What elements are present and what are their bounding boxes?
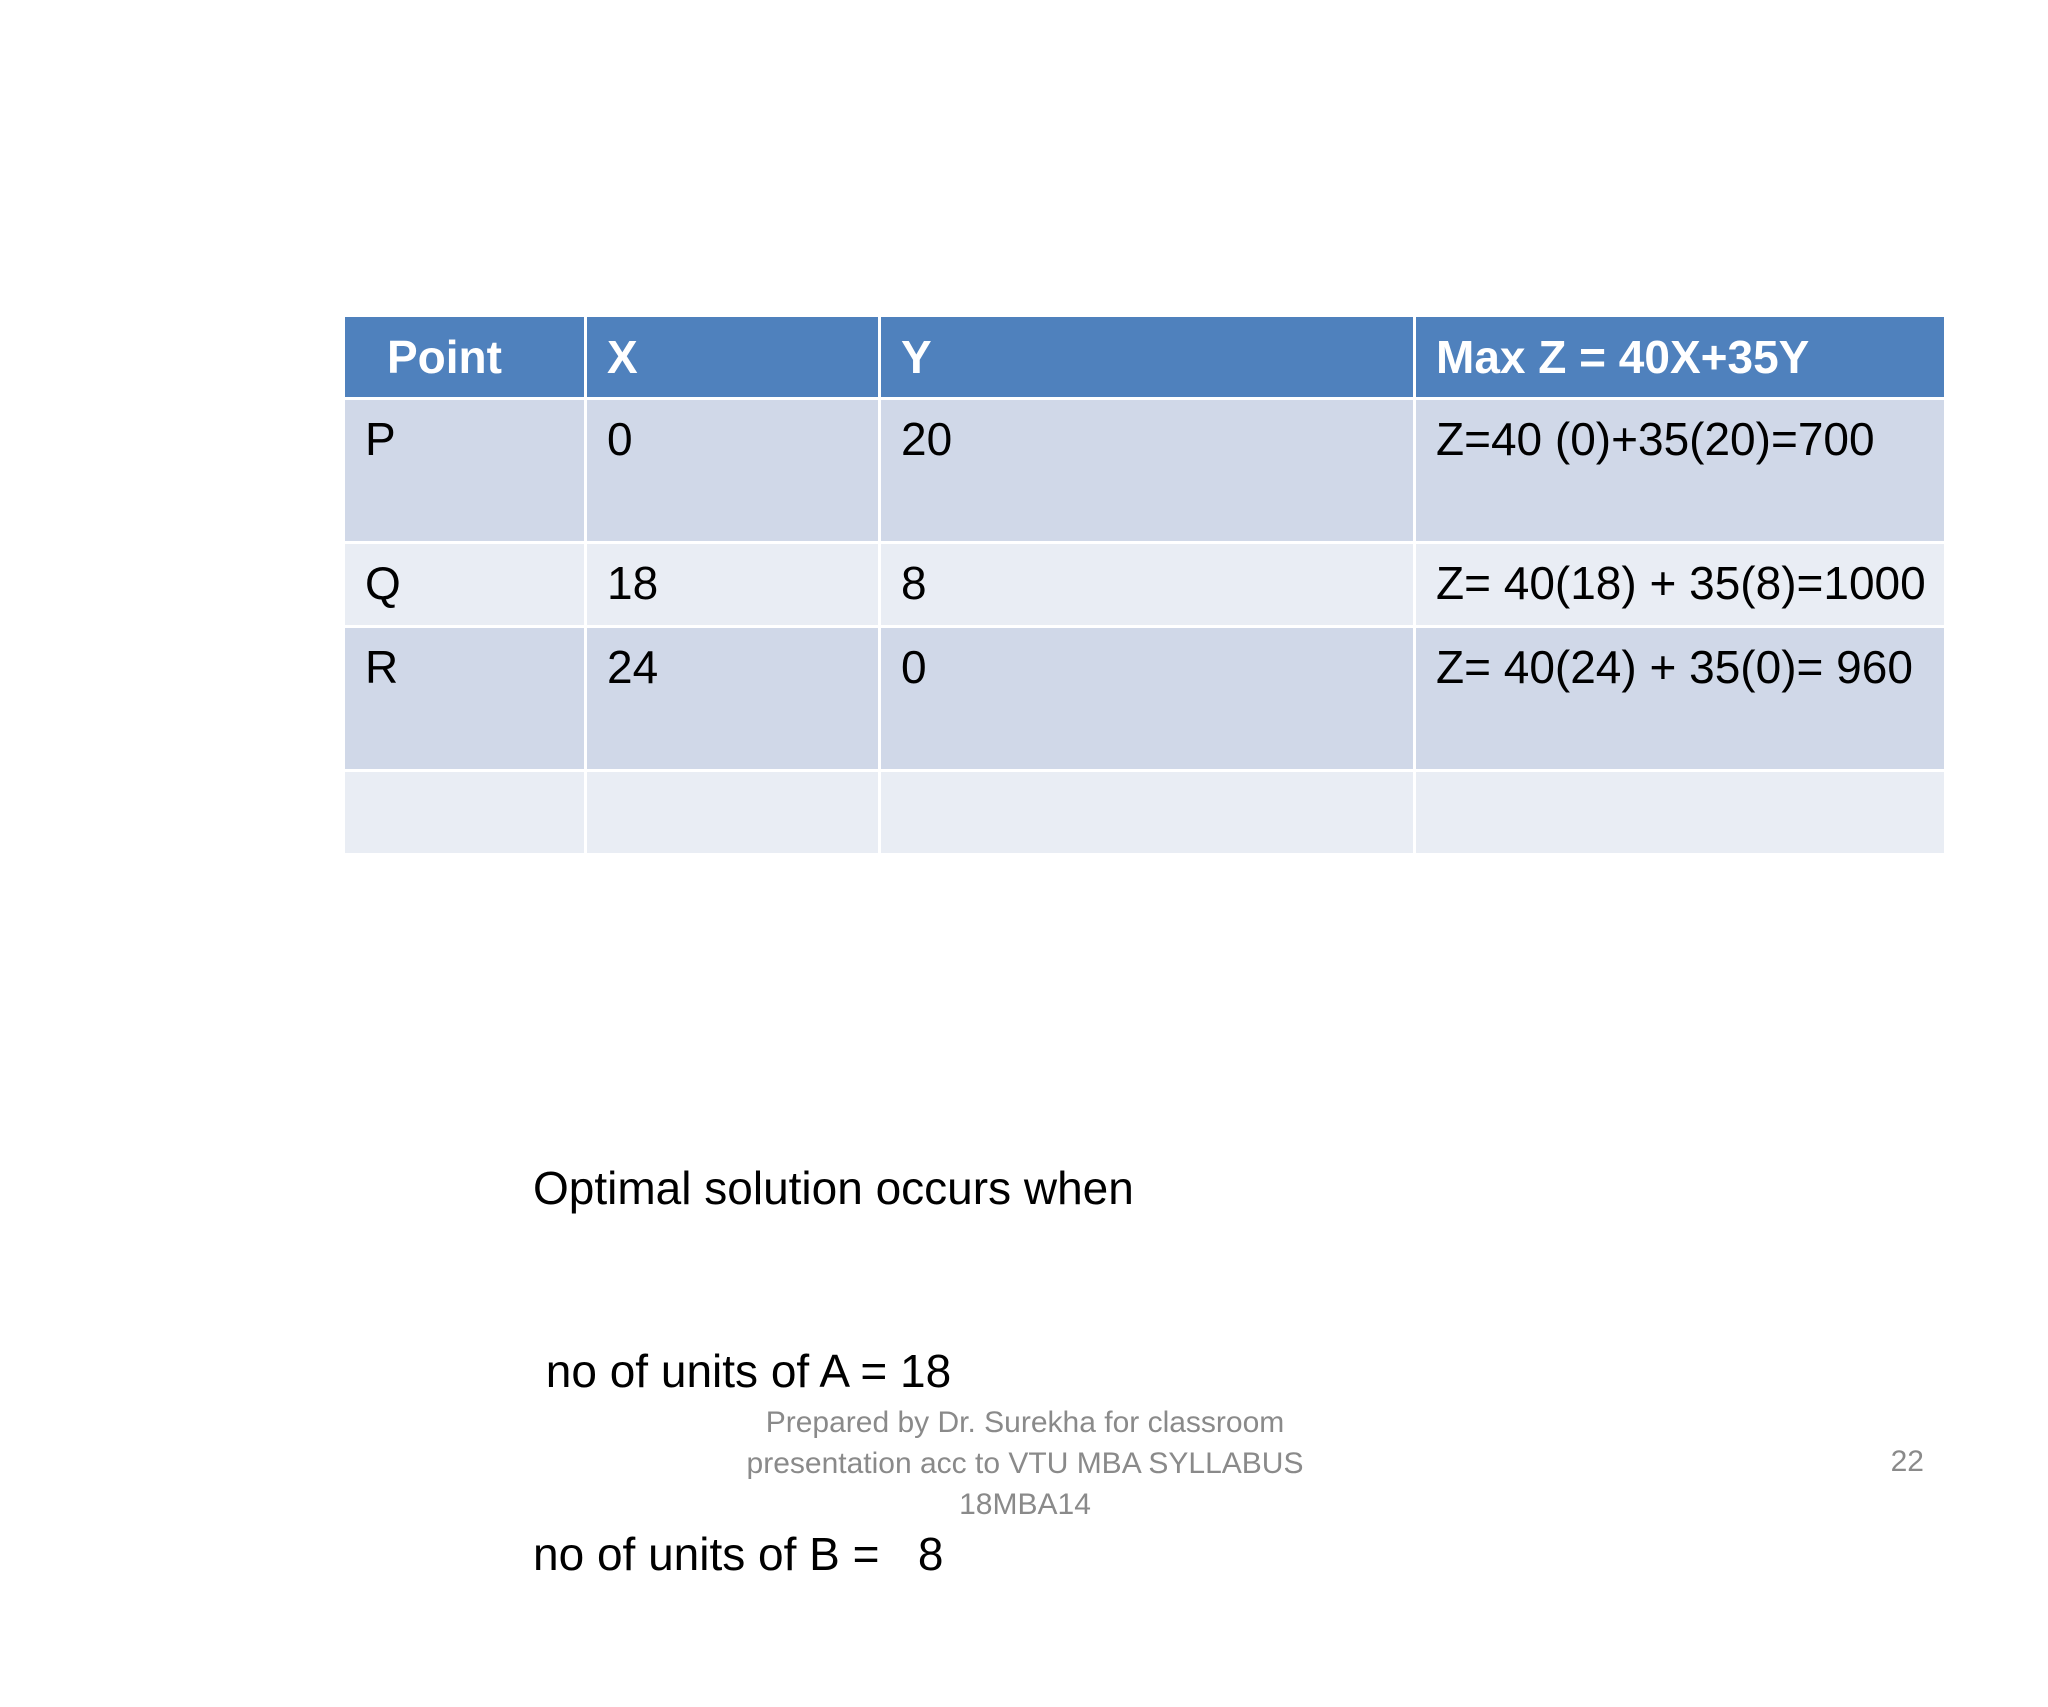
optimal-solution-text — [533, 1036, 1134, 1707]
cell-x: 0 — [586, 399, 880, 543]
slide-number: 22 — [1890, 1445, 1924, 1478]
conclusion-line: no of units of A = 18 — [533, 1345, 952, 1397]
conclusion-line: Optimal solution occurs when — [533, 1162, 1134, 1214]
cell-y: 8 — [880, 543, 1415, 627]
header-x: X — [586, 316, 880, 399]
table-row — [344, 627, 1946, 771]
cell-x — [586, 771, 880, 855]
cell-point: Q — [344, 543, 586, 627]
cell-point — [344, 771, 586, 855]
table-row-empty — [344, 771, 1946, 855]
header-objective: Max Z = 40X+35Y — [1415, 316, 1946, 399]
cell-z: Z=40 (0)+35(20)=700 — [1415, 399, 1946, 543]
cell-z: Z= 40(24) + 35(0)= 960 — [1415, 627, 1946, 771]
cell-x: 24 — [586, 627, 880, 771]
header-y: Y — [880, 316, 1415, 399]
table-row — [344, 399, 1946, 543]
cell-y: 20 — [880, 399, 1415, 543]
table-header-row — [344, 316, 1946, 399]
cell-point: R — [344, 627, 586, 771]
table-row — [344, 543, 1946, 627]
footer-line: presentation acc to VTU MBA SYLLABUS — [746, 1447, 1304, 1480]
slide-footer — [700, 1402, 1350, 1525]
cell-point: P — [344, 399, 586, 543]
corner-point-table — [342, 314, 1947, 856]
header-point: Point — [344, 316, 586, 399]
cell-z — [1415, 771, 1946, 855]
cell-y: 0 — [880, 627, 1415, 771]
cell-y — [880, 771, 1415, 855]
footer-line: 18MBA14 — [959, 1488, 1091, 1521]
footer-line: Prepared by Dr. Surekha for classroom — [765, 1406, 1285, 1439]
cell-z: Z= 40(18) + 35(8)=1000 — [1415, 543, 1946, 627]
cell-x: 18 — [586, 543, 880, 627]
conclusion-line: no of units of B = 8 — [533, 1528, 944, 1580]
